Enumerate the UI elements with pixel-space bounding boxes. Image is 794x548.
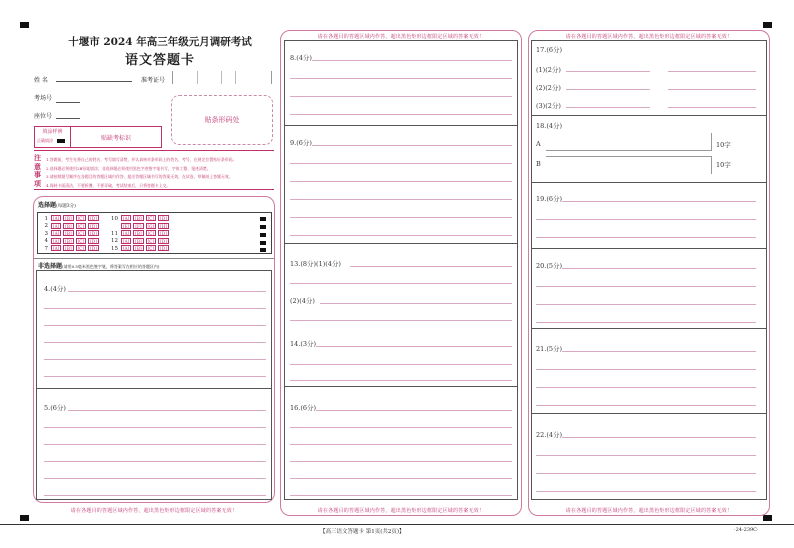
q18-a-limit: 10字 [716, 141, 731, 149]
q14-lines[interactable] [290, 364, 512, 384]
barcode-label: 贴条形码处 [204, 116, 240, 124]
barcode-area [171, 95, 273, 145]
q14-label: 14.(3分) [290, 340, 317, 348]
mc-option-bubble[interactable]: [C] [77, 216, 85, 221]
exam-number-label: 准考证号 [141, 77, 166, 84]
mc-option-bubble[interactable]: [B] [65, 238, 72, 244]
exam-title: 十堰市 2024 年高三年级元月调研考试 [68, 36, 252, 48]
absent-label: 贴缺考标识 [100, 135, 131, 142]
mc-option-bubble[interactable]: [D] [160, 216, 167, 221]
q20-lines[interactable] [536, 286, 756, 324]
q13-2-label: (2)(4分) [290, 297, 315, 305]
mc-option-bubble[interactable]: [D] [90, 223, 97, 229]
region-warning: 请在各题目的答题区域内作答，超出黑色矩形边框限定区域的答案无效！ [70, 508, 238, 514]
seat-label: 座位号 [34, 113, 53, 120]
mc-option-bubble[interactable]: [C] [77, 223, 85, 229]
q21-lines[interactable] [536, 369, 756, 407]
mc-question-row [110, 238, 171, 245]
q17-1-label: (1)(2分) [536, 66, 561, 74]
mc-option-bubble[interactable]: [C] [147, 231, 155, 236]
mc-option-bubble[interactable]: [E] [123, 223, 130, 229]
mc-option-bubble[interactable]: [B] [135, 216, 142, 221]
q5-lines[interactable] [44, 427, 266, 497]
note-item: 3.请按照题号顺序在各题目的答题区域内作答，超出答题区域书写的答案无效，在试卷、草稿纸上答题无效。 [46, 174, 233, 179]
mc-option-bubble[interactable]: [C] [147, 238, 155, 244]
q8-label: 8.(4分) [290, 54, 312, 62]
q4-lines[interactable] [44, 308, 266, 378]
q9-label: 9.(6分) [290, 139, 312, 147]
mc-option-bubble[interactable]: [C] [77, 231, 85, 236]
mc-option-bubble[interactable]: [A] [53, 238, 60, 244]
q19-lines[interactable] [536, 219, 756, 239]
seat-field[interactable] [56, 118, 80, 119]
q16-label: 16.(6分) [290, 404, 317, 412]
mc-option-bubble[interactable]: [B] [135, 246, 142, 251]
q4-label: 4.(4分) [44, 285, 66, 293]
mc-option-bubble[interactable]: [A] [53, 231, 60, 236]
mc-option-bubble[interactable]: [C] [147, 216, 155, 221]
notes-heading: 注 意 事 项 [34, 153, 41, 188]
region-warning: 请在各题目的答题区域内作答，超出黑色矩形边框限定区域的答案无效！ [565, 508, 733, 514]
mc-question-number: 15 [111, 245, 118, 252]
q5-label: 5.(6分) [44, 404, 66, 412]
footer-page-info: 【高三语文答题卡 第1页(共2页)】 [320, 529, 405, 535]
q17-2-label: (2)(2分) [536, 84, 561, 92]
mc-question-number: 10 [111, 215, 118, 222]
mc-option-bubble[interactable]: [B] [135, 231, 142, 236]
q16-lines[interactable] [290, 427, 512, 497]
mc-option-bubble[interactable]: [C] [77, 246, 85, 251]
room-field[interactable] [56, 102, 80, 103]
mc-option-bubble[interactable]: [D] [90, 216, 97, 221]
note-item: 2.选择题必须使用2B铅笔填涂；非选择题必须使用黑色字迹签字笔书写，字体工整，笔迹清楚。 [46, 165, 211, 171]
mc-grid [37, 212, 272, 254]
name-label: 姓 名 [34, 77, 48, 84]
exam-number-boxes[interactable] [172, 71, 272, 84]
mc-heading: 选择题(每题3分) [38, 202, 76, 209]
mc-option-bubble[interactable]: [C] [77, 238, 85, 244]
note-item: 1.答题前，考生先将自己的姓名、考号填写清楚，并认真核对条形码上的姓名、考号，在规定位置贴好条形码。 [46, 157, 237, 162]
q22-label: 22.(4分) [536, 431, 563, 439]
mc-question-row [40, 245, 101, 252]
mc-option-bubble[interactable]: [D] [90, 238, 97, 244]
q18-b-limit: 10字 [716, 161, 731, 169]
mc-question-number: 4 [44, 238, 48, 244]
q22-lines[interactable] [536, 455, 756, 495]
mc-question-row [40, 238, 101, 245]
mc-option-bubble[interactable]: [D] [90, 246, 97, 251]
mc-question-row [40, 230, 101, 237]
footer-code: ·24-239C· [734, 527, 759, 533]
fill-sample-box [34, 126, 162, 148]
mc-option-bubble[interactable]: [B] [65, 223, 72, 229]
notes-list [46, 156, 274, 190]
mc-option-bubble[interactable]: [D] [160, 231, 167, 236]
registration-mark [20, 515, 29, 521]
notes-box [34, 150, 274, 190]
q18-b-label: B [536, 160, 541, 168]
mc-option-bubble[interactable]: [A] [53, 223, 60, 229]
footer-rule [0, 524, 794, 525]
room-label: 考场号 [34, 95, 53, 102]
mc-option-bubble[interactable]: [A] [123, 246, 130, 251]
region-warning: 请在各题目的答题区域内作答，超出黑色矩形边框限定区域的答案无效！ [565, 34, 733, 40]
mc-option-bubble[interactable]: [C] [147, 246, 155, 251]
mc-option-bubble[interactable]: [A] [123, 216, 130, 221]
region-warning: 请在各题目的答题区域内作答，超出黑色矩形边框限定区域的答案无效！ [317, 34, 485, 40]
mc-option-bubble[interactable]: [G] [147, 223, 155, 229]
mc-question-number: 7 [44, 245, 48, 252]
q19-label: 19.(6分) [536, 195, 563, 203]
mc-option-bubble[interactable]: [D] [160, 246, 167, 251]
q20-label: 20.(5分) [536, 262, 563, 270]
filled-sample-mark [57, 139, 65, 143]
q18-b-box[interactable] [546, 156, 712, 174]
correct-fill-label: 正确填涂 [37, 138, 53, 143]
q21-label: 21.(5分) [536, 345, 563, 353]
q17-3-label: (3)(2分) [536, 102, 561, 110]
mc-option-bubble[interactable]: [A] [53, 246, 60, 251]
mc-question-number: 12 [111, 238, 118, 244]
region-warning: 请在各题目的答题区域内作答，超出黑色矩形边框限定区域的答案无效！ [317, 508, 485, 514]
mc-option-bubble[interactable]: [B] [65, 216, 72, 221]
mc-question-row [110, 215, 171, 222]
non-choice-heading: 非选择题(请用0.5毫米黑色签字笔，将答案写在相应的答题区内) [38, 263, 160, 270]
fill-sample-label: 填涂样例 [42, 129, 63, 135]
q13-1-label: 13.(8分)(1)(4分) [290, 260, 341, 268]
registration-mark [20, 22, 29, 28]
note-item: 4.保持卡面清洁，不要折叠，不要弄破，考试结束后，只将答题卡上交。 [46, 182, 171, 188]
registration-mark [763, 515, 772, 521]
q18-a-box[interactable] [546, 133, 712, 151]
mc-option-bubble[interactable]: [H] [160, 223, 168, 229]
q9-lines[interactable] [290, 163, 512, 239]
mc-question-number: 3 [44, 230, 48, 237]
q8-lines[interactable] [290, 78, 512, 118]
mc-question-row [110, 245, 171, 252]
mc-question-number: 1 [44, 215, 48, 222]
mc-option-bubble[interactable]: [B] [65, 246, 72, 251]
mc-question-row [40, 215, 101, 222]
name-field[interactable] [56, 81, 132, 82]
q17-label: 17.(6分) [536, 46, 563, 54]
mc-option-bubble[interactable]: [B] [135, 238, 142, 244]
mc-question-number: 11 [111, 230, 118, 237]
mc-option-bubble[interactable]: [A] [123, 231, 130, 236]
mc-question-row [110, 230, 171, 237]
q18-a-label: A [536, 140, 541, 148]
registration-mark [763, 22, 772, 28]
answer-sheet-title: 语文答题卡 [124, 53, 195, 68]
mc-question-row [110, 223, 171, 230]
mc-option-bubble[interactable]: [B] [65, 231, 72, 236]
mc-option-bubble[interactable]: [D] [90, 231, 97, 236]
q18-label: 18.(4分) [536, 122, 563, 130]
mc-option-bubble[interactable]: [A] [123, 238, 130, 244]
mc-option-bubble[interactable]: [F] [135, 223, 142, 229]
right-answer-box [531, 40, 767, 500]
mc-question-row [40, 223, 101, 230]
mc-option-bubble[interactable]: [D] [160, 238, 167, 244]
mc-question-number: 2 [44, 223, 48, 229]
mc-option-bubble[interactable]: [A] [53, 216, 60, 221]
